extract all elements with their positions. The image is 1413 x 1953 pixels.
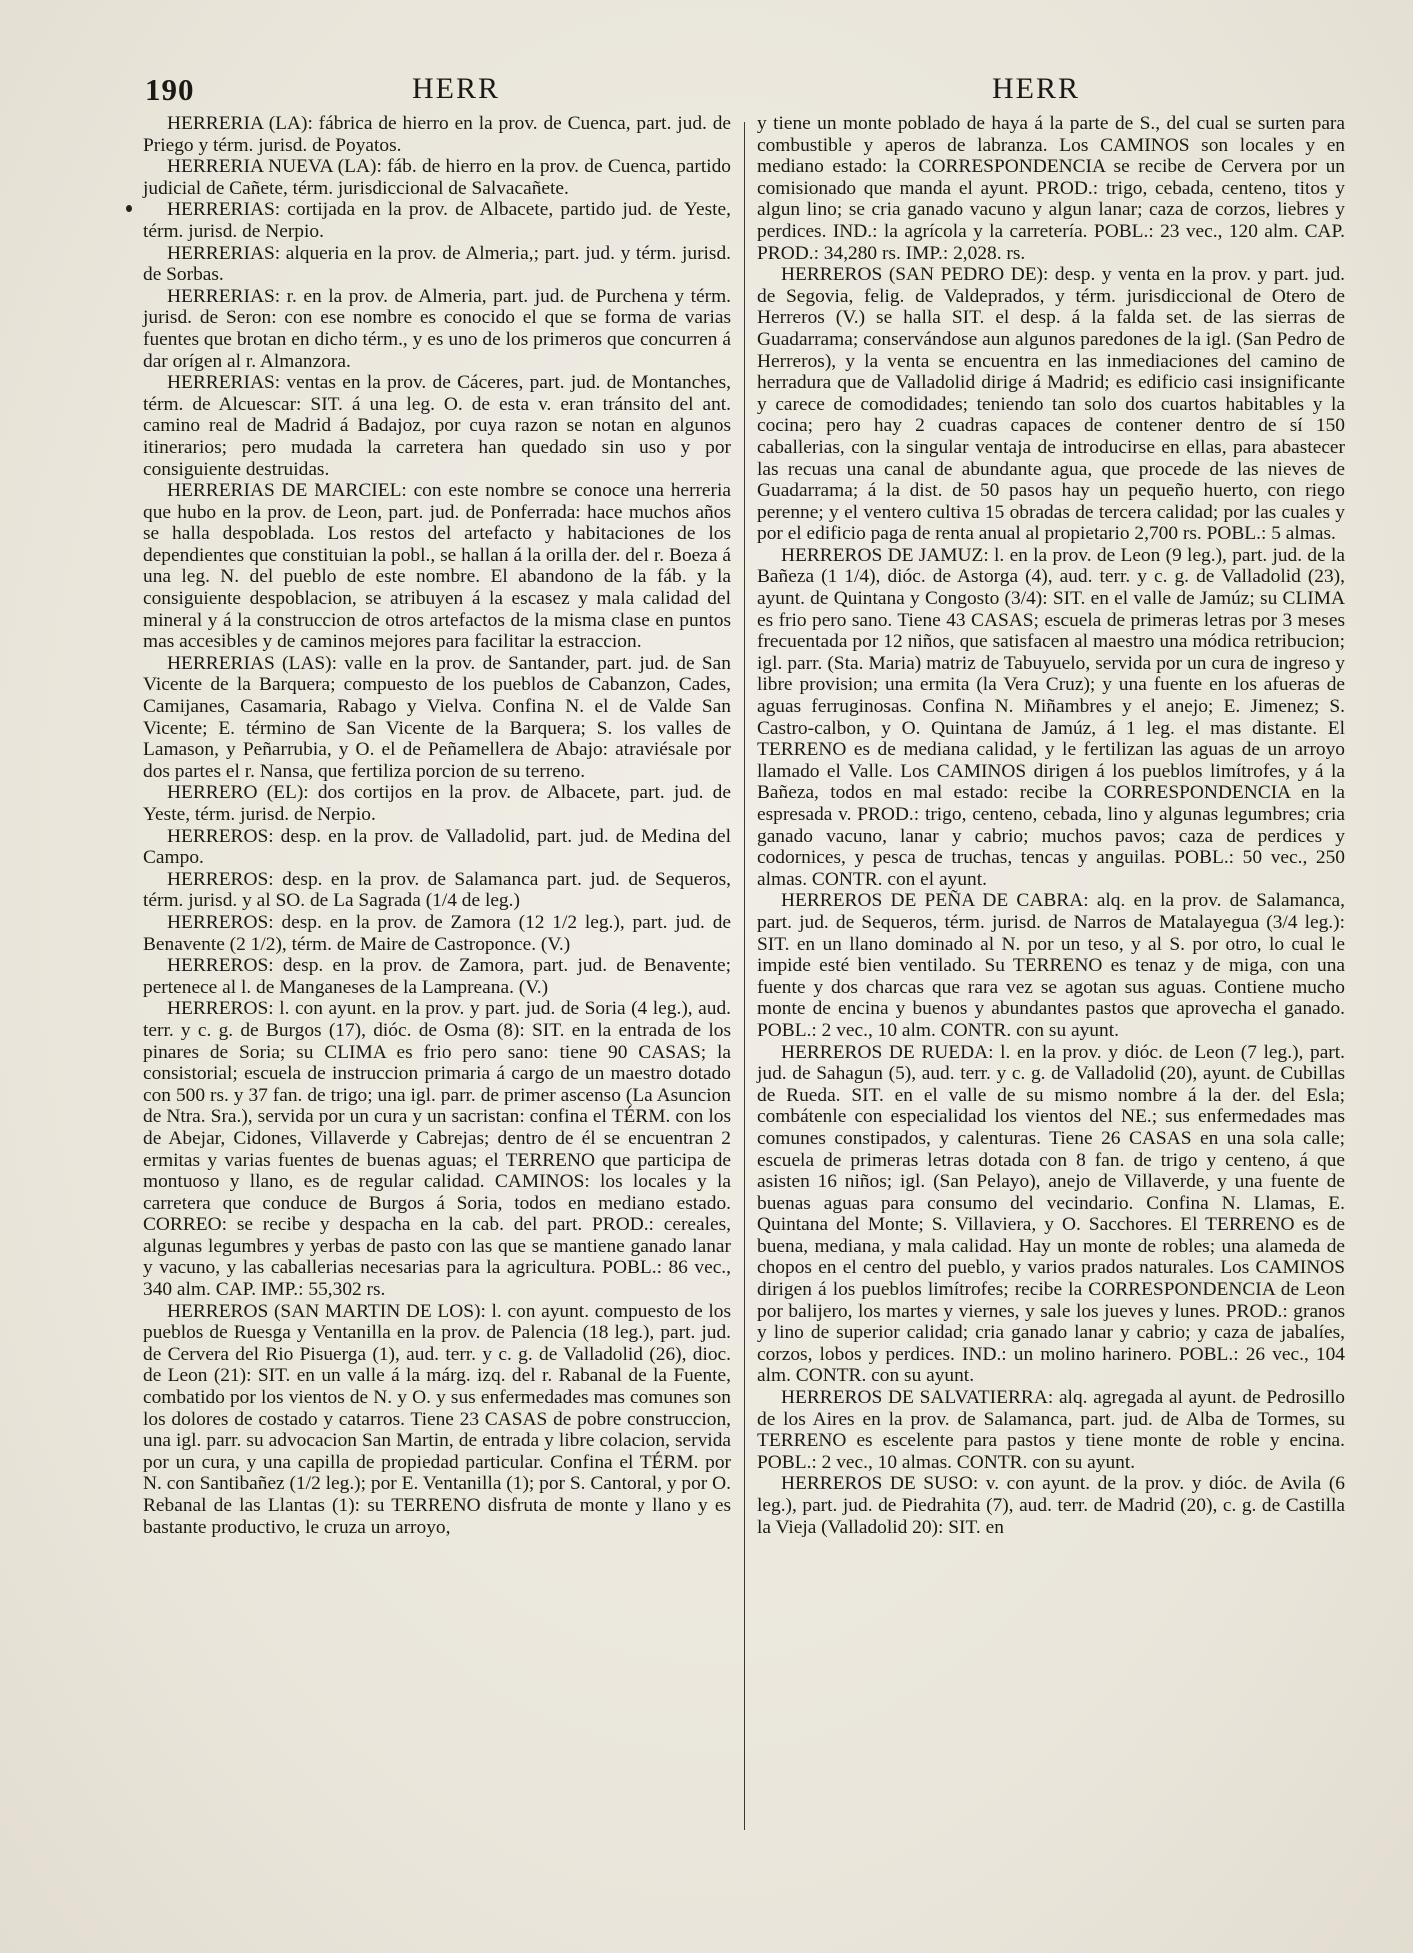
entry-herreros-pena-de-cabra: HERREROS DE PEÑA DE CABRA: alq. en la prov. de Salamanca, part. jud. de Sequeros, térm. jurisd. de Narros de Matalayegua (3/4 leg.): SIT. en un llano dominado al N. por un teso, y al S. por otro, lo cual le impide esté bien ventilado. Su TERRENO es tenaz y de miga, con una fuente y dos charcas que rara vez se agotan sus aguas. Contiene mucho monte de encina y buenos y abundantes pastos que aprovecha el ganado. POBL.: 2 vec., 10 alm. CONTR. con su ayunt. xyxy=(757,890,1345,1041)
right-column xyxy=(757,113,1345,1538)
left-column xyxy=(143,113,731,1538)
entry-herreros-de-jamuz: HERREROS DE JAMUZ: l. en la prov. de Leon (9 leg.), part. jud. de la Bañeza (1 1/4), dióc. de Astorga (4), aud. terr. y c. g. de Valladolid (23), ayunt. de Quintana y Congosto (3/4): SIT. en el valle de Jamúz; su CLIMA es frio pero sano. Tiene 43 CASAS; escuela de primeras letras por 3 meses frecuentada por 12 niños, que satisfacen al maestro una módica retribucion; igl. parr. (Sta. Maria) matriz de Tabuyuelo, servida por un cura de ingreso y libre provision; una ermita (la Vera Cruz); y una fuente en los afueras de aguas ferruginosas. Confina N. Miñambres y el anejo; E. Jimenez; S. Castro-calbon, y O. Quintana de Jamúz, á 1 leg. el mas distante. El TERRENO es de mediana calidad, y le fertilizan las aguas de un arroyo llamado el Valle. Los CAMINOS dirigen á los pueblos limítrofes, y á la Bañeza, todos en mal estado: recibe la CORRESPONDENCIA en la espresada v. PROD.: trigo, centeno, cebada, lino y algunas legumbres; cria ganado vacuno, lanar y cabrio; muchos pavos; caza de perdices y codornices, y pesca de truchas, tencas y anguilas. POBL.: 50 vec., 250 almas. CONTR. con el ayunt. xyxy=(757,544,1345,890)
entry-herrerias-sorbas: HERRERIAS: alqueria en la prov. de Almeria,; part. jud. y térm. jurisd. de Sorbas. xyxy=(143,242,731,286)
running-head-right: HERR xyxy=(992,72,1081,105)
entry-herreros-zamora-1: HERREROS: desp. en la prov. de Zamora (12 1/2 leg.), part. jud. de Benavente (2 1/2), térm. de Maire de Castroponce. (V.) xyxy=(143,911,731,955)
entry-herreros-salamanca: HERREROS: desp. en la prov. de Salamanca part. jud. de Sequeros, térm. jurisd. y al SO. de La Sagrada (1/4 de leg.) xyxy=(143,868,731,912)
page-number: 190 xyxy=(145,72,195,107)
entry-herrero-el: HERRERO (EL): dos cortijos en la prov. de Albacete, part. jud. de Yeste, térm. jurisd. de Nerpio. xyxy=(143,782,731,825)
entry-herreros-de-rueda: HERREROS DE RUEDA: l. en la prov. y dióc. de Leon (7 leg.), part. jud. de Sahagun (5), aud. terr. y c. g. de Valladolid (20), ayunt. de Cubillas de Rueda. SIT. en el valle de su mismo nombre á la der. del Esla; combátenle con especialidad los vientos del NE.; sus enfermedades mas comunes constipados, y calenturas. Tiene 26 CASAS en una sola calle; escuela de primeras letras dotada con 8 fan. de trigo y centeno, á que asisten 16 niños; igl. (San Pelayo), anejo de Villaverde, y una fuente de buenas aguas para consumo del vecindario. Confina N. Llamas, E. Quintana del Monte; S. Villaviera, y O. Sacchores. El TERRENO es de buena, mediana, y mala calidad. Hay un monte de robles; una alameda de chopos en el centro del pueblo, y varios prados naturales. Los CAMINOS dirigen á los pueblos limítrofes; recibe la CORRESPONDENCIA de Leon por balijero, los martes y viernes, y sale los jueves y lunes. PROD.: granos y lino de superior calidad; cria ganado lanar y cabrio; y caza de jabalíes, corzos, lobos y perdices. IND.: un molino harinero. POBL.: 26 vec., 104 alm. CONTR. con su ayunt. xyxy=(757,1041,1345,1387)
entry-herreros-san-pedro: HERREROS (SAN PEDRO DE): desp. y venta en la prov. y part. jud. de Segovia, felig. de Valdeprados, y térm. jurisdiccional de Otero de Herreros (V.) se halla SIT. el desp. á la falda set. de las sierras de Guadarrama; conservándose aun algunos paredones de la igl. (San Pedro de Herreros), y la venta se encuentra en las inmediaciones del camino de herradura que de Valladolid dirige á Madrid; es edificio casi insignificante y carece de comodidades; teniendo tan solo dos cuartos habitables y la cocina; pero hay 2 cuadras capaces de contener dentro de sí 150 caballerias, con la singular ventaja de introducirse en ellas, para abastecer las recuas una canal de abundante agua, que procede de las nieves de Guadarrama; á la dist. de 50 pasos hay un pequeño huerto, con riego perenne; y el ventero cultiva 15 obradas de tercera calidad; por las cuales y por el edificio paga de renta anual al propietario 2,700 rs. POBL.: 5 almas. xyxy=(757,264,1345,545)
entry-continuation: y tiene un monte poblado de haya á la parte de S., del cual se surten para combustible y aperos de labranza. Los CAMINOS son locales y en mediano estado: la CORRESPONDENCIA se recibe de Cervera por un comisionado que manda el ayunt. PROD.: trigo, cebada, centeno, titos y algun lino; se cria ganado vacuno y algun lanar; caza de corzos, liebres y perdices. IND.: la agrícola y la carretería. POBL.: 23 vec., 120 alm. CAP. PROD.: 34,280 rs. IMP.: 2,028. rs. xyxy=(757,113,1345,264)
entry-herrerias-de-marciel: HERRERIAS DE MARCIEL: con este nombre se conoce una herreria que hubo en la prov. de Leon, part. jud. de Ponferrada: hace muchos años se halla despoblada. Los restos del artefacto y habitaciones de los dependientes que constituian la pobl., se hallan á la orilla der. del r. Boeza á una leg. N. del pueblo de este nombre. El abandono de la fáb. y la consiguiente despoblacion, se atribuyen á la escasez y mala calidad del mineral y á la construccion de otros artefactos de la misma clase en puntos mas accesibles y de caminos mejores para facilitar la estraccion. xyxy=(143,480,731,653)
entry-herrerias-caceres: HERRERIAS: ventas en la prov. de Cáceres, part. jud. de Montanches, térm. de Alcuescar: SIT. á una leg. O. de esta v. eran tránsito del ant. camino real de Madrid á Badajoz, por cuya razon se notan en algunos itinerarios; pero mudada la carretera han quedado sin uso y por consiguiente destruidas. xyxy=(143,372,731,480)
entry-herreros-san-martin: HERREROS (SAN MARTIN DE LOS): l. con ayunt. compuesto de los pueblos de Ruesga y Ventanilla en la prov. de Palencia (18 leg.), part. jud. de Cervera del Rio Pisuerga (1), aud. terr. y c. g. de Valladolid (26), dioc. de Leon (21): SIT. en un valle á la márg. izq. del r. Rabanal de la Fuente, combatido por los vientos de N. y O. y sus enfermedades mas comunes son los dolores de costado y catarros. Tiene 23 CASAS de pobre construccion, una igl. parr. su advocacion San Martin, de entrada y libre colacion, servida por un cura, y una capilla de propiedad particular. Confina el TÉRM. por N. con Santibañez (1/2 leg.); por E. Ventanilla (1); por S. Cantoral, y por O. Rebanal de las Llantas (1): su TERRENO disfruta de monte y llano y es bastante productivo, le cruza un arroyo, xyxy=(143,1300,731,1538)
entry-herrerias-las: HERRERIAS (LAS): valle en la prov. de Santander, part. jud. de San Vicente de la Barquera; compuesto de los pueblos de Cabanzon, Cades, Camijanes, Casamaria, Rabago y Vielva. Confina N. el de Valde San Vicente; E. término de San Vicente de la Barquera; S. los valles de Lamason, y Peñarrubia, y O. el de Peñamellera de Abajo: atraviésale por dos partes el r. Nansa, que fertiliza porcion de su terreno. xyxy=(143,652,731,782)
column-divider xyxy=(744,122,745,1830)
entry-herreros-de-salvatierra: HERREROS DE SALVATIERRA: alq. agregada al ayunt. de Pedrosillo de los Aires en la prov. de Salamanca, part. jud. de Alba de Tormes, su TERRENO es escelente para pastos y tiene monte de roble y encina. POBL.: 2 vec., 10 almas. CONTR. con su ayunt. xyxy=(757,1387,1345,1473)
entry-herreros-de-suso: HERREROS DE SUSO: v. con ayunt. de la prov. y dióc. de Avila (6 leg.), part. jud. de Piedrahita (7), aud. terr. de Madrid (20), c. g. de Castilla la Vieja (Valladolid 20): SIT. en xyxy=(757,1473,1345,1538)
entry-herrerias-albacete: HERRERIAS: cortijada en la prov. de Albacete, partido jud. de Yeste, térm. jurisd. de Nerpio. xyxy=(143,199,731,242)
page-header xyxy=(145,72,1360,118)
entry-herreros-valladolid: HERREROS: desp. en la prov. de Valladolid, part. jud. de Medina del Campo. xyxy=(143,825,731,869)
running-head-left: HERR xyxy=(412,72,501,105)
entry-herrerias-rio: HERRERIAS: r. en la prov. de Almeria, part. jud. de Purchena y térm. jurisd. de Seron: con ese nombre es conocido el que se forma de varias fuentes que brotan en dicho térm., y es uno de los primeros que concurren á dar orígen al r. Almanzora. xyxy=(143,285,731,372)
entry-herreria: HERRERIA (LA): fábrica de hierro en la prov. de Cuenca, part. jud. de Priego y térm. jurisd. de Poyatos. xyxy=(143,113,731,156)
entry-herreros-soria: HERREROS: l. con ayunt. en la prov. y part. jud. de Soria (4 leg.), aud. terr. y c. g. de Burgos (17), dióc. de Osma (8): SIT. en la entrada de los pinares de Soria; su CLIMA es frio pero sano: tiene 90 CASAS; la consistorial; escuela de instruccion primaria á cargo de un maestro dotado con 500 rs. y 37 fan. de trigo; una igl. parr. de primer ascenso (La Asuncion de Ntra. Sra.), servida por un cura y un sacristan: confina el TÉRM. con los de Abejar, Cidones, Villaverde y Cabrejas; dentro de él se encuentran 2 ermitas y varias fuentes de buenas aguas; el TERRENO que participa de montuoso y llano, es de regular calidad. CAMINOS: los locales y la carretera que conduce de Burgos á Soria, todos en mediano estado. CORREO: se recibe y despacha en la cab. del part. PROD.: cereales, algunas legumbres y yerbas de pasto con las que se mantiene ganado lanar y vacuno, y las caballerias necesarias para la agricultura. POBL.: 86 vec., 340 alm. CAP. IMP.: 55,302 rs. xyxy=(143,998,731,1301)
ink-spot xyxy=(126,205,132,212)
entry-herreria-nueva: HERRERIA NUEVA (LA): fáb. de hierro en la prov. de Cuenca, partido judicial de Cañete, térm. jurisdiccional de Salvacañete. xyxy=(143,156,731,199)
entry-herreros-zamora-2: HERREROS: desp. en la prov. de Zamora, part. jud. de Benavente; pertenece al l. de Manganeses de la Lampreana. (V.) xyxy=(143,955,731,998)
